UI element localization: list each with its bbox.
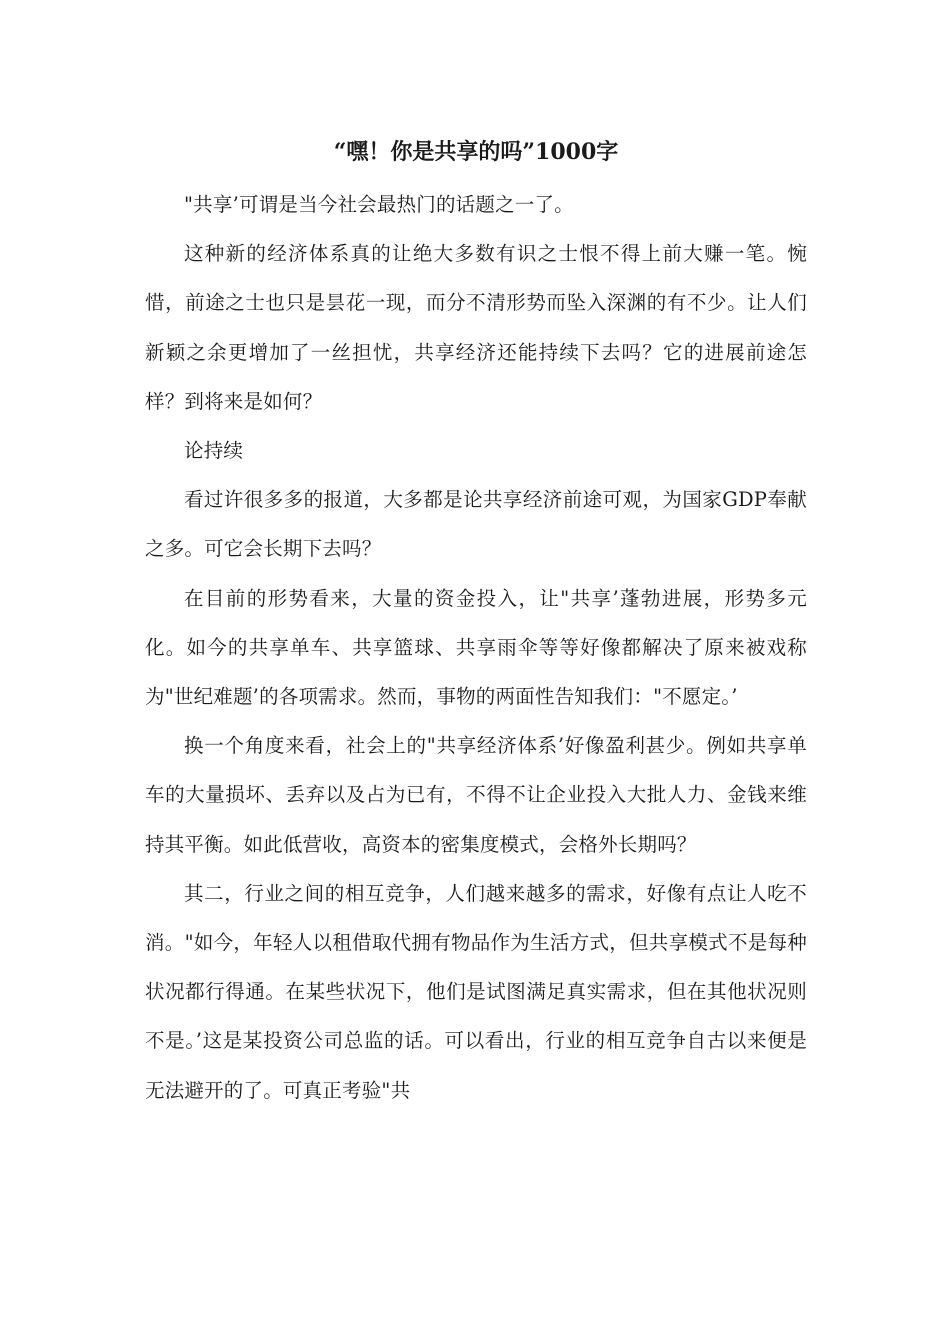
section-heading-sustainability: 论持续 bbox=[184, 439, 244, 463]
paragraph-economy-concern: 这种新的经济体系真的让绝大多数有识之士恨不得上前大赚一笔。惋惜，前途之士也只是昙花一现，而分不清形势而坠入深渊的有不少。让人们新颖之余更增加了一丝担忧，共享经济还能持续下去吗？它的进展前途怎样？到将来是如何？ bbox=[145, 242, 807, 413]
paragraph-low-profit: 换一个角度来看，社会上的"共享经济体系’好像盈利甚少。例如共享单车的大量损坏、丢弃以及占为已有，不得不让企业投入大批人力、金钱来维持其平衡。如此低营收，高资本的密集度模式，会格外长期吗？ bbox=[145, 734, 807, 856]
paragraph-current-situation: 在目前的形势看来，大量的资金投入，让"共享’蓬勃进展，形势多元化。如今的共享单车、共享篮球、共享雨伞等等好像都解决了原来被戏称为"世纪难题’的各项需求。然而，事物的两面性告知我们："不愿定。’ bbox=[145, 586, 807, 709]
paragraph-competition: 其二，行业之间的相互竞争，人们越来越多的需求，好像有点让人吃不消。"如今，年轻人以租借取代拥有物品作为生活方式，但共享模式不是每种状况都行得通。在某些状况下，他们是试图满足真实需求，但在其他状况则不是。’这是某投资公司总监的话。可以看出，行业的相互竞争自古以来便是无法避开的了。可真正考验"共 bbox=[145, 881, 807, 1102]
document-title: “嘿！你是共享的吗”1000字 bbox=[333, 139, 619, 165]
paragraph-intro: "共享’可谓是当今社会最热门的话题之一了。 bbox=[184, 193, 574, 216]
paragraph-gdp-contribution: 看过许很多多的报道，大多都是论共享经济前途可观，为国家GDP奉献之多。可它会长期下去吗？ bbox=[145, 488, 807, 561]
document-body bbox=[145, 132, 807, 1115]
